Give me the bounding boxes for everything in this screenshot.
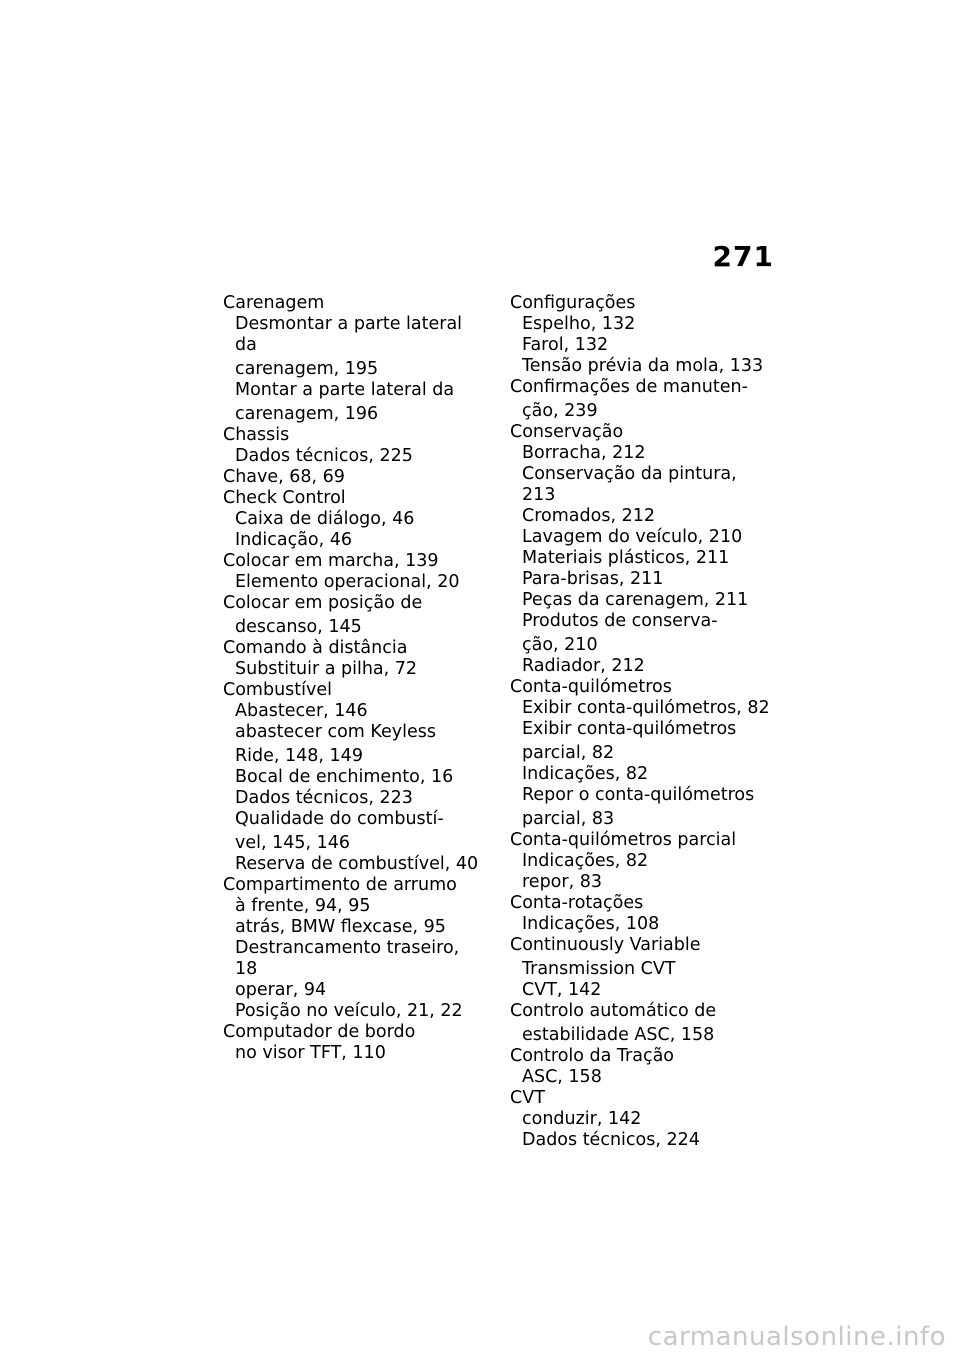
index-subentry: Borracha, 212	[522, 443, 646, 463]
page-number: 271	[712, 240, 774, 273]
index-subentry: Dados técnicos, 223	[235, 788, 413, 808]
index-subentry: Exibir conta-quilómetros, 82	[522, 698, 770, 718]
index-entry	[223, 593, 485, 638]
index-column-left	[223, 293, 485, 1064]
index-entry	[510, 293, 772, 377]
watermark: carmanualsonline.info	[647, 1322, 946, 1352]
index-subentry: Radiador, 212	[522, 656, 645, 676]
index-entry	[223, 680, 485, 875]
index-heading: CVT	[510, 1088, 545, 1108]
index-subentry: Substituir a pilha, 72	[235, 659, 418, 679]
index-subentry: Indicação, 46	[235, 530, 353, 550]
index-heading: Conta-quilómetros parcial	[510, 830, 737, 850]
index-subentry: Destrancamento traseiro, 18	[235, 938, 460, 979]
index-entry	[510, 677, 772, 830]
index-subentry: Para-brisas, 211	[522, 569, 664, 589]
index-subentry: CVT, 142	[522, 980, 602, 1000]
index-entry	[223, 467, 485, 488]
index-heading: Conta-quilómetros	[510, 677, 672, 697]
index-entry	[223, 1022, 485, 1064]
index-heading-continuation: ção, 239	[522, 401, 598, 421]
index-entry	[510, 422, 772, 677]
index-subentry: Indicações, 82	[522, 764, 649, 784]
index-subentry: à frente, 94, 95	[235, 896, 371, 916]
index-heading: Colocar em marcha, 139	[223, 551, 439, 571]
index-subentry-continuation: parcial, 83	[522, 809, 615, 829]
index-subentry: Conservação da pintura, 213	[522, 464, 737, 505]
index-subentry: atrás, BMW flexcase, 95	[235, 917, 446, 937]
index-heading-continuation: Transmission CVT	[522, 959, 676, 979]
index-subentry-continuation: Ride, 148, 149	[235, 746, 363, 766]
index-heading: Controlo automático de	[510, 1001, 717, 1021]
index-heading: Conta-rotações	[510, 893, 644, 913]
index-subentry-continuation: ção, 210	[522, 635, 598, 655]
index-subentry: Peças da carenagem, 211	[522, 590, 749, 610]
index-heading: Controlo da Tração	[510, 1046, 675, 1066]
index-entry	[510, 935, 772, 1001]
index-heading-continuation: estabilidade ASC, 158	[522, 1025, 715, 1045]
index-subentry: repor, 83	[522, 872, 602, 892]
index-entry	[223, 425, 485, 467]
index-subentry: Desmontar a parte lateral da	[235, 314, 463, 355]
index-heading: Colocar em posição de	[223, 593, 423, 613]
index-subentry: Lavagem do veículo, 210	[522, 527, 743, 547]
index-subentry: Repor o conta-quilómetros	[522, 785, 755, 805]
index-entry	[223, 551, 485, 593]
index-subentry-continuation: carenagem, 195	[235, 359, 379, 379]
index-subentry: abastecer com Keyless	[235, 722, 436, 742]
index-subentry-continuation: parcial, 82	[522, 743, 615, 763]
index-heading: Comando à distância	[223, 638, 408, 658]
index-entry	[510, 377, 772, 422]
index-subentry: ASC, 158	[522, 1067, 602, 1087]
index-subentry: Reserva de combustível, 40	[235, 854, 479, 874]
index-heading: Continuously Variable	[510, 935, 701, 955]
index-entry	[510, 893, 772, 935]
index-subentry-continuation: carenagem, 196	[235, 404, 379, 424]
index-entry	[223, 638, 485, 680]
index-heading: Combustível	[223, 680, 332, 700]
index-subentry: Espelho, 132	[522, 314, 636, 334]
index-entry	[223, 293, 485, 425]
index-subentry: Dados técnicos, 225	[235, 446, 413, 466]
index-subentry: Dados técnicos, 224	[522, 1130, 700, 1150]
index-heading: Chassis	[223, 425, 290, 445]
index-entry	[510, 830, 772, 893]
index-heading: Chave, 68, 69	[223, 467, 345, 487]
index-subentry: Qualidade do combustí-	[235, 809, 444, 829]
index-entry	[510, 1046, 772, 1088]
index-column-right	[510, 293, 772, 1151]
index-subentry: Bocal de enchimento, 16	[235, 767, 454, 787]
index-subentry: Materiais plásticos, 211	[522, 548, 730, 568]
index-entry	[223, 875, 485, 1022]
index-subentry: Indicações, 108	[522, 914, 660, 934]
index-heading: Configurações	[510, 293, 636, 313]
index-heading: Check Control	[223, 488, 346, 508]
index-entry	[510, 1001, 772, 1046]
index-heading: Carenagem	[223, 293, 325, 313]
index-subentry: Elemento operacional, 20	[235, 572, 460, 592]
index-entry	[510, 1088, 772, 1151]
index-heading: Computador de bordo	[223, 1022, 416, 1042]
index-subentry: Exibir conta-quilómetros	[522, 719, 737, 739]
index-subentry: Montar a parte lateral da	[235, 380, 455, 400]
index-subentry: no visor TFT, 110	[235, 1043, 386, 1063]
index-subentry: Cromados, 212	[522, 506, 655, 526]
index-subentry: Farol, 132	[522, 335, 609, 355]
index-subentry: Posição no veículo, 21, 22	[235, 1001, 463, 1021]
index-subentry: Produtos de conserva-	[522, 611, 718, 631]
index-subentry-continuation: vel, 145, 146	[235, 833, 351, 853]
index-heading: Conservação	[510, 422, 624, 442]
index-heading: Confirmações de manuten-	[510, 377, 748, 397]
index-subentry: Abastecer, 146	[235, 701, 368, 721]
index-heading: Compartimento de arrumo	[223, 875, 457, 895]
index-heading-continuation: descanso, 145	[235, 617, 362, 637]
index-subentry: conduzir, 142	[522, 1109, 642, 1129]
index-subentry: operar, 94	[235, 980, 327, 1000]
index-subentry: Tensão prévia da mola, 133	[522, 356, 764, 376]
index-subentry: Caixa de diálogo, 46	[235, 509, 415, 529]
index-subentry: Indicações, 82	[522, 851, 649, 871]
index-entry	[223, 488, 485, 551]
